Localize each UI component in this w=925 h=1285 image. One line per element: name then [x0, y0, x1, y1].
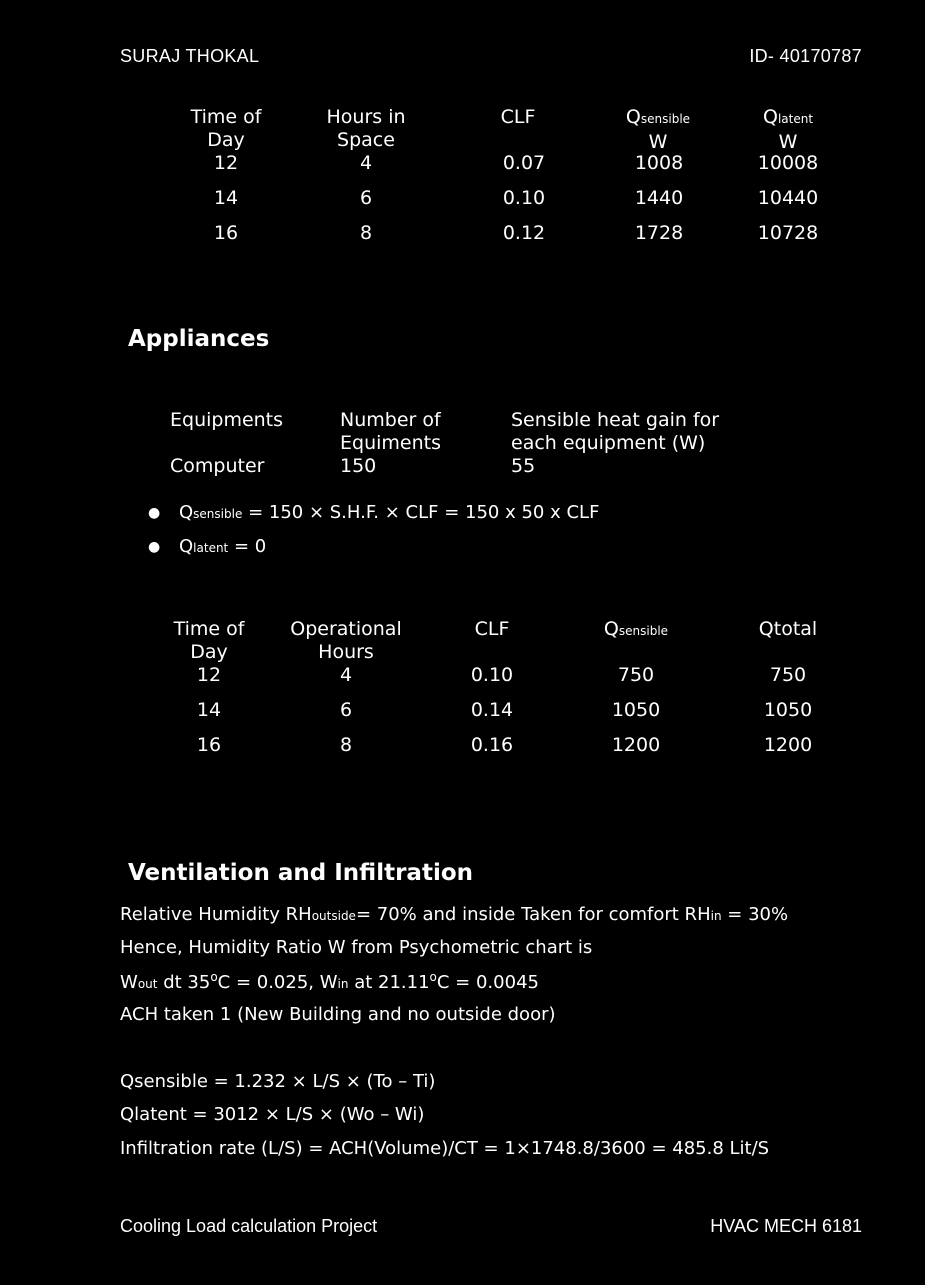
table-cell: 8 — [339, 734, 353, 756]
table-cell: 12 — [196, 664, 222, 686]
table-cell: 1440 — [634, 187, 684, 209]
student-id: ID- 40170787 — [749, 46, 862, 66]
t2-header-clf: CLF — [474, 618, 510, 640]
ventilation-heading: Ventilation and Infiltration — [128, 860, 473, 886]
table-cell: 0.12 — [502, 222, 546, 244]
t1-header-qlatent: Qlatent W — [762, 106, 814, 153]
table-cell: 4 — [339, 664, 353, 686]
bullet-icon: ● — [148, 505, 161, 521]
project-title: Cooling Load calculation Project — [120, 1216, 378, 1236]
equip-header-heat-gain: Sensible heat gain for each equipment (W) — [511, 409, 720, 454]
table-cell: 0.07 — [502, 152, 546, 174]
table-cell: 0.10 — [502, 187, 546, 209]
infiltration-rate-line: Infiltration rate (L/S) = ACH(Volume)/CT = 1×1748.8/3600 = 485.8 Lit/S — [120, 1138, 770, 1159]
ach-line: ACH taken 1 (New Building and no outside door) — [120, 1004, 556, 1025]
t1-header-time: Time of Day — [190, 106, 262, 151]
table-cell: 750 — [617, 664, 655, 686]
table-cell: 1200 — [611, 734, 661, 756]
course-code: HVAC MECH 6181 — [710, 1216, 862, 1236]
table-cell: 6 — [359, 187, 373, 209]
table-cell: 1008 — [634, 152, 684, 174]
table-cell: 10728 — [757, 222, 819, 244]
t2-header-time: Time of Day — [173, 618, 245, 663]
table-cell: 16 — [196, 734, 222, 756]
table-cell: 8 — [359, 222, 373, 244]
t2-header-qtotal: Qtotal — [758, 618, 818, 640]
equip-row-gain: 55 — [511, 455, 536, 477]
rh-line: Relative Humidity RHoutside= 70% and inside Taken for comfort RHin = 30% — [120, 904, 789, 925]
t1-header-qsensible: Qsensible W — [625, 106, 691, 153]
table-cell: 10440 — [757, 187, 819, 209]
table-cell: 12 — [213, 152, 239, 174]
table-cell: 1050 — [763, 699, 813, 721]
table-cell: 1728 — [634, 222, 684, 244]
t1-header-clf: CLF — [500, 106, 536, 128]
t2-header-qsensible: Qsensible — [603, 618, 669, 640]
table-cell: 750 — [769, 664, 807, 686]
w-values-line: Wout dt $35^oC = 0.025$, Win at $21.11^oC = 0.0045$ — [120, 970, 539, 993]
table-cell: 1200 — [763, 734, 813, 756]
table-cell: 0.16 — [470, 734, 514, 756]
table-cell: 14 — [196, 699, 222, 721]
humidity-ratio-line: Hence, Humidity Ratio W from Psychometric chart is — [120, 937, 593, 958]
table-cell: 1050 — [611, 699, 661, 721]
qlatent-formula: Qlatent = 0 — [179, 536, 267, 557]
bullet-icon: ● — [148, 539, 161, 555]
qsensible-equation: Qsensible = 1.232 × L/S × (To – Ti) — [120, 1071, 436, 1092]
t1-header-hours: Hours in Space — [326, 106, 406, 151]
table-cell: 14 — [213, 187, 239, 209]
table-cell: 0.10 — [470, 664, 514, 686]
table-cell: 10008 — [757, 152, 819, 174]
equip-row-count: 150 — [340, 455, 377, 477]
table-cell: 0.14 — [470, 699, 514, 721]
qsensible-formula: Qsensible = 150 × S.H.F. × CLF = 150 x 50 x CLF — [179, 502, 600, 523]
author-name: SURAJ THOKAL — [120, 46, 260, 66]
equip-row-name: Computer — [170, 455, 265, 477]
qlatent-equation: Qlatent = 3012 × L/S × (Wo – Wi) — [120, 1104, 425, 1125]
appliances-heading: Appliances — [128, 326, 270, 352]
equip-header-equipments: Equipments — [170, 409, 284, 431]
equip-header-number: Number of Equiments — [340, 409, 441, 454]
table-cell: 4 — [359, 152, 373, 174]
t2-header-operational: Operational Hours — [290, 618, 402, 663]
table-cell: 6 — [339, 699, 353, 721]
table-cell: 16 — [213, 222, 239, 244]
